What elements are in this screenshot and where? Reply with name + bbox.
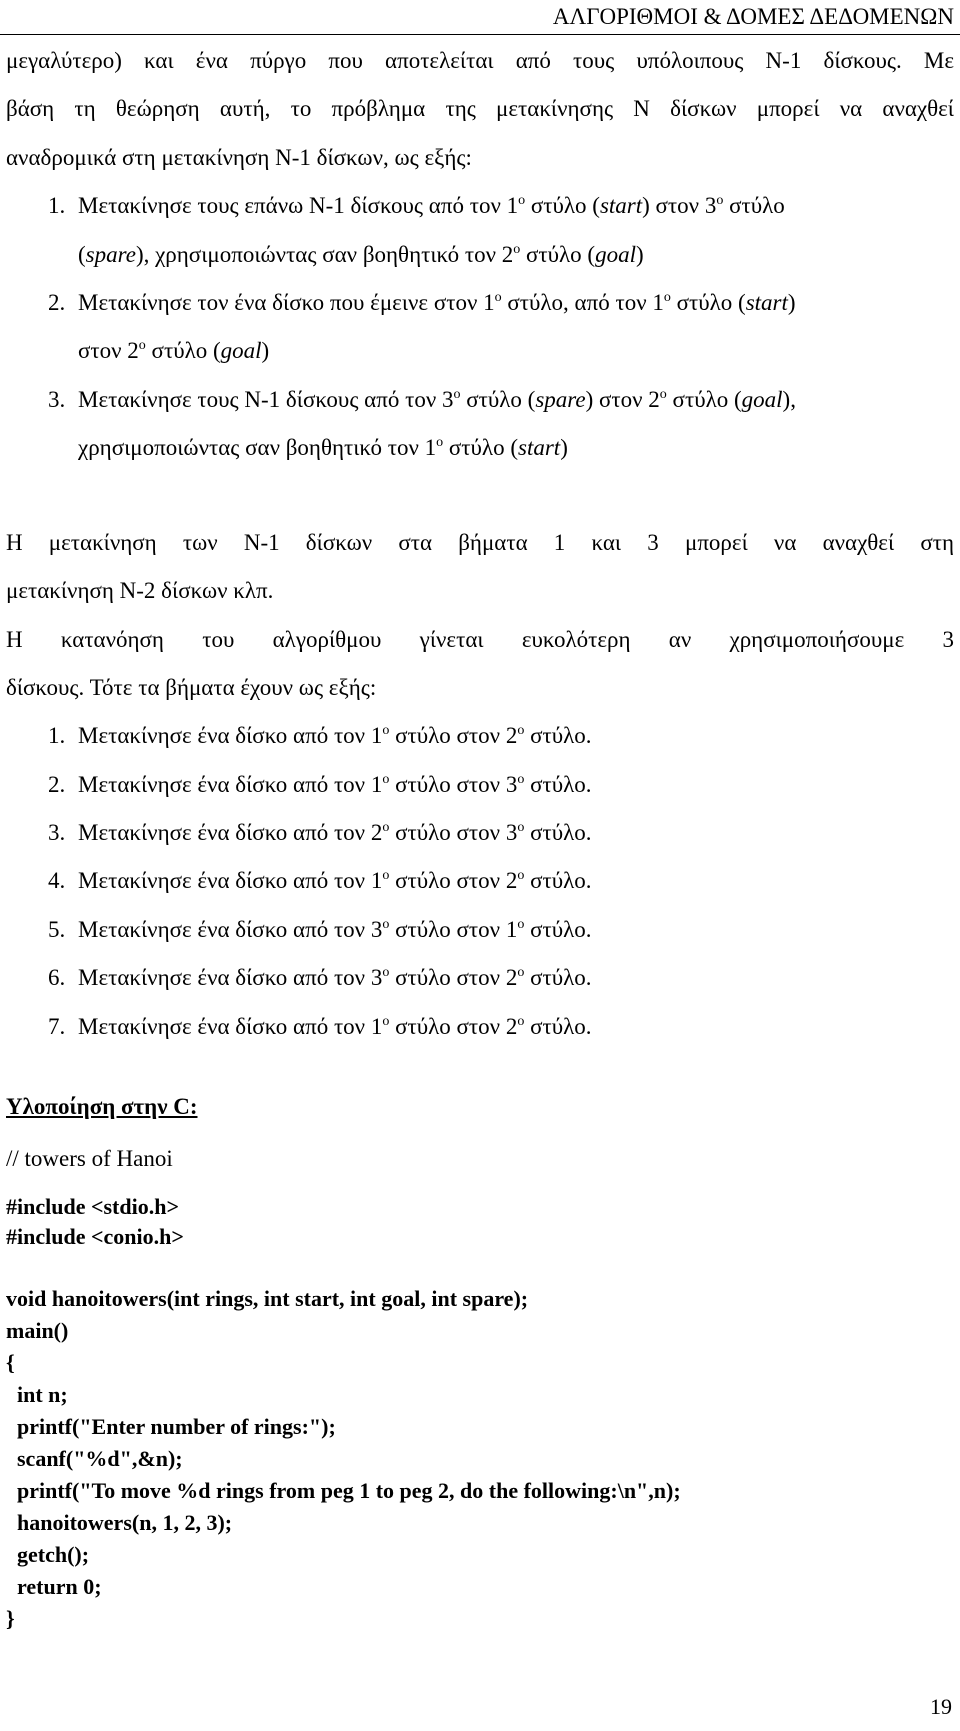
code-line-7: printf("Enter number of rings:"); xyxy=(6,1414,336,1439)
code-line-12: return 0; xyxy=(6,1574,102,1599)
code-line-11: getch(); xyxy=(6,1542,90,1567)
header-title: ΑΛΓΟΡΙΘΜΟΙ & ΔΟΜΕΣ ΔΕΔΟΜΕΝΩΝ xyxy=(552,4,954,29)
para-2-line-2: μετακίνηση Ν-2 δίσκων κλπ. xyxy=(6,578,274,603)
step-number: 3. xyxy=(48,387,66,412)
para-2-line-1: Η μετακίνηση των Ν-1 δίσκων στα βήματα 1 και 3 μπορεί να αναχθεί στη xyxy=(6,530,954,555)
step-3-line-2: χρησιμοποιώντας σαν βοηθητικό τον $1^o$ στύλο (start) xyxy=(78,435,568,460)
code-line-5: { xyxy=(6,1350,15,1375)
code-line-1: #include <stdio.h> xyxy=(6,1194,180,1219)
step-number: 1. xyxy=(48,193,66,218)
header-divider xyxy=(0,34,960,35)
code-line-6: int n; xyxy=(6,1382,68,1407)
move-item-3: 3. Μετακίνησε ένα δίσκο από τον $2^o$ στύλο στον $3^o$ στύλο. xyxy=(48,820,592,845)
step-1-line-1: 1. Μετακίνησε τους επάνω Ν-1 δίσκους από τον $1^o$ στύλο (start) στον $3^o$ στύλο xyxy=(48,193,785,218)
move-item-5: 5. Μετακίνησε ένα δίσκο από τον $3^o$ στύλο στον $1^o$ στύλο. xyxy=(48,917,592,942)
move-item-1: 1. Μετακίνησε ένα δίσκο από τον $1^o$ στύλο στον $2^o$ στύλο. xyxy=(48,723,592,748)
code-line-9: printf("To move %d rings from peg 1 to peg 2, do the following:\n",n); xyxy=(6,1478,681,1503)
step-number: 2. xyxy=(48,290,66,315)
move-item-2: 2. Μετακίνησε ένα δίσκο από τον $1^o$ στύλο στον $3^o$ στύλο. xyxy=(48,772,592,797)
step-2-line-2: στον $2^o$ στύλο (goal) xyxy=(78,338,270,363)
code-line-4: main() xyxy=(6,1318,69,1343)
para-2-line-4: δίσκους. Τότε τα βήματα έχουν ως εξής: xyxy=(6,675,377,700)
code-line-3: void hanoitowers(int rings, int start, int goal, int spare); xyxy=(6,1286,529,1311)
code-comment: // towers of Hanoi xyxy=(6,1146,173,1171)
code-line-2: #include <conio.h> xyxy=(6,1224,184,1249)
intro-line-2: βάση τη θεώρηση αυτή, το πρόβλημα της μετακίνησης Ν δίσκων μπορεί να αναχθεί xyxy=(6,96,954,121)
step-1-line-2: (spare), χρησιμοποιώντας σαν βοηθητικό τον $2^o$ στύλο (goal) xyxy=(78,242,644,267)
intro-line-3: αναδρομικά στη μετακίνηση Ν-1 δίσκων, ως εξής: xyxy=(6,145,472,170)
code-line-8: scanf("%d",&n); xyxy=(6,1446,183,1471)
code-line-13: } xyxy=(6,1606,15,1631)
intro-line-1: μεγαλύτερο) και ένα πύργο που αποτελείται από τους υπόλοιπους Ν-1 δίσκους. Με xyxy=(6,48,954,73)
move-item-7: 7. Μετακίνησε ένα δίσκο από τον $1^o$ στύλο στον $2^o$ στύλο. xyxy=(48,1014,592,1039)
step-3-line-1: 3. Μετακίνησε τους Ν-1 δίσκους από τον $3^o$ στύλο (spare) στον $2^o$ στύλο (goal), xyxy=(48,387,796,412)
page-header xyxy=(0,0,960,32)
move-item-4: 4. Μετακίνησε ένα δίσκο από τον $1^o$ στύλο στον $2^o$ στύλο. xyxy=(48,868,592,893)
move-item-6: 6. Μετακίνησε ένα δίσκο από τον $3^o$ στύλο στον $2^o$ στύλο. xyxy=(48,965,592,990)
page-number: 19 xyxy=(930,1694,952,1719)
step-2-line-1: 2. Μετακίνησε τον ένα δίσκο που έμεινε στον $1^o$ στύλο, από τον $1^o$ στύλο (start) xyxy=(48,290,796,315)
code-line-10: hanoitowers(n, 1, 2, 3); xyxy=(6,1510,233,1535)
para-2-line-3: Η κατανόηση του αλγορίθμου γίνεται ευκολότερη αν χρησιμοποιήσουμε 3 xyxy=(6,627,954,652)
section-heading: Υλοποίηση στην C: xyxy=(6,1094,198,1119)
